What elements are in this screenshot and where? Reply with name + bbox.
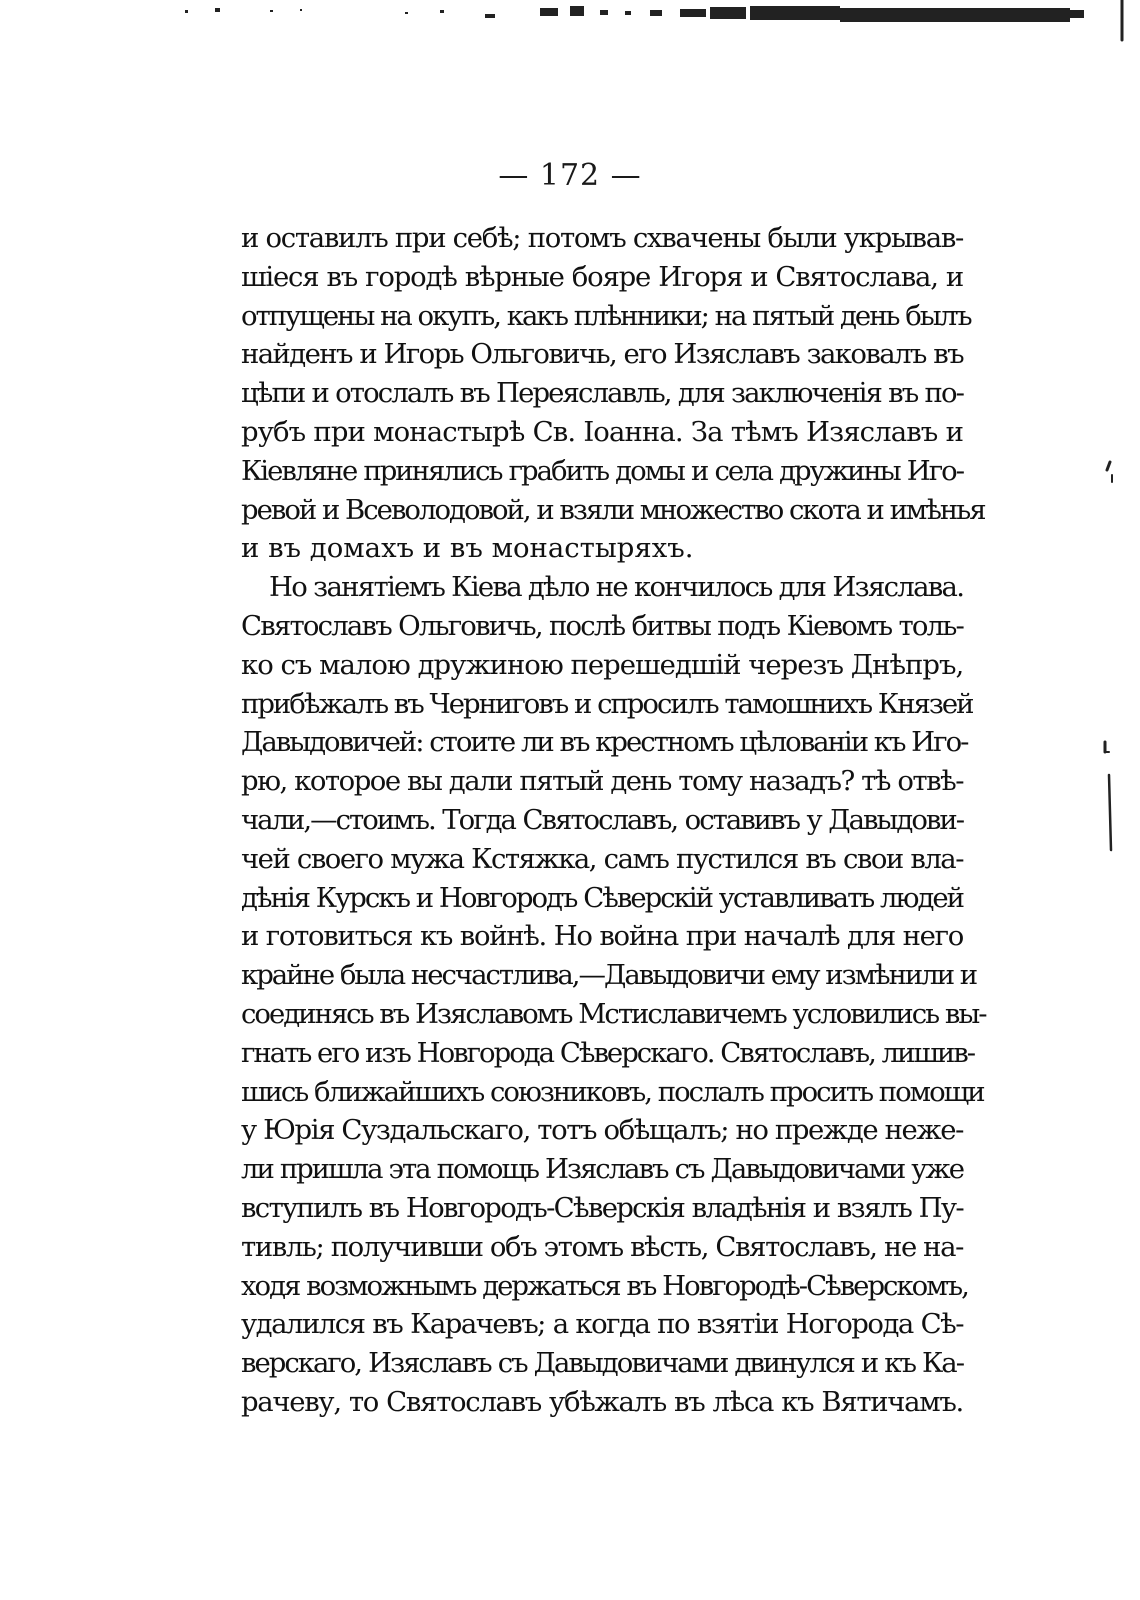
text-line: шись ближайшихъ союзниковъ, послалъ просить помощи	[241, 1075, 984, 1108]
text-line: и готовиться къ войнѣ. Но война при началѣ для него	[241, 920, 963, 953]
text-line: и въ домахъ и въ монастыряхъ.	[241, 532, 694, 565]
text-line: Давыдовичей: стоите ли въ крестномъ цѣлованіи къ Иго-	[241, 726, 968, 759]
text-line: вступилъ въ Новгородъ-Сѣверскія владѣнія и взялъ Пу-	[241, 1191, 963, 1224]
text-line: отпущены на окупъ, какъ плѣнники; на пятый день былъ	[241, 299, 971, 332]
body-text	[241, 219, 986, 1422]
scan-top-edge-artifact	[0, 0, 1140, 34]
scan-right-edge-artifact	[1080, 0, 1140, 900]
text-line: Святославъ Ольговичь, послѣ битвы подъ Кіевомъ толь-	[241, 609, 963, 642]
text-line: удалился въ Карачевъ; а когда по взятіи Ногорода Сѣ-	[241, 1308, 963, 1341]
text-line: чали,—стоимъ. Тогда Святославъ, оставивъ у Давыдови-	[241, 803, 963, 836]
text-line: рю, которое вы дали пятый день тому назадъ? тѣ отвѣ-	[241, 765, 963, 798]
text-line: Но занятіемъ Кіева дѣло не кончилось для Изяслава.	[269, 571, 964, 604]
text-line: ли пришла эта помощь Изяславъ съ Давыдовичами уже	[241, 1153, 963, 1186]
text-line: верскаго, Изяславъ съ Давыдовичами двинулся и къ Ка-	[241, 1347, 963, 1380]
text-line: Кіевляне принялись грабить домы и села дружины Иго-	[241, 454, 963, 487]
text-line: ко съ малою дружиною перешедшій черезъ Днѣпръ,	[241, 648, 964, 681]
text-line: шіеся въ городѣ вѣрные бояре Игоря и Святослава, и	[241, 260, 963, 293]
paragraph	[241, 568, 986, 1422]
page-number: — 172 —	[498, 158, 642, 193]
text-line: ходя возможнымъ держаться въ Новгородѣ-Сѣверскомъ,	[241, 1269, 968, 1302]
text-line: крайне была несчастлива,—Давыдовичи ему измѣнили и	[241, 959, 977, 992]
text-line: гнать его изъ Новгорода Сѣверскаго. Святославъ, лишив-	[241, 1036, 975, 1069]
text-line: ревой и Всеволодовой, и взяли множество скота и имѣнья	[241, 493, 985, 526]
text-line: тивль; получивши объ этомъ вѣсть, Святославъ, не на-	[241, 1230, 963, 1263]
text-line: у Юрія Суздальскаго, тотъ обѣщалъ; но прежде нежe-	[241, 1114, 964, 1147]
text-line: цѣпи и отослалъ въ Переяславль, для заключенія въ по-	[241, 377, 963, 410]
text-line: и оставилъ при себѣ; потомъ схвачены были укрывав-	[241, 222, 963, 254]
text-line: прибѣжалъ въ Черниговъ и спросилъ тамошнихъ Князей	[241, 687, 973, 720]
text-line: чей своего мужа Кстяжка, самъ пустился въ свои вла-	[241, 842, 963, 875]
text-line: дѣнія Курскъ и Новгородъ Сѣверскій уставливать людей	[241, 881, 963, 914]
paragraph	[241, 219, 985, 568]
text-line: рачеву, то Святославъ убѣжалъ въ лѣса къ Вятичамъ.	[241, 1385, 963, 1418]
text-line: рубъ при монастырѣ Св. Іоанна. За тѣмъ Изяславъ и	[241, 415, 963, 448]
text-line: соединясь въ Изяславомъ Мстиславичемъ условились вы-	[241, 997, 986, 1030]
text-line: найденъ и Игорь Ольговичь, его Изяславъ заковалъ въ	[241, 338, 963, 371]
